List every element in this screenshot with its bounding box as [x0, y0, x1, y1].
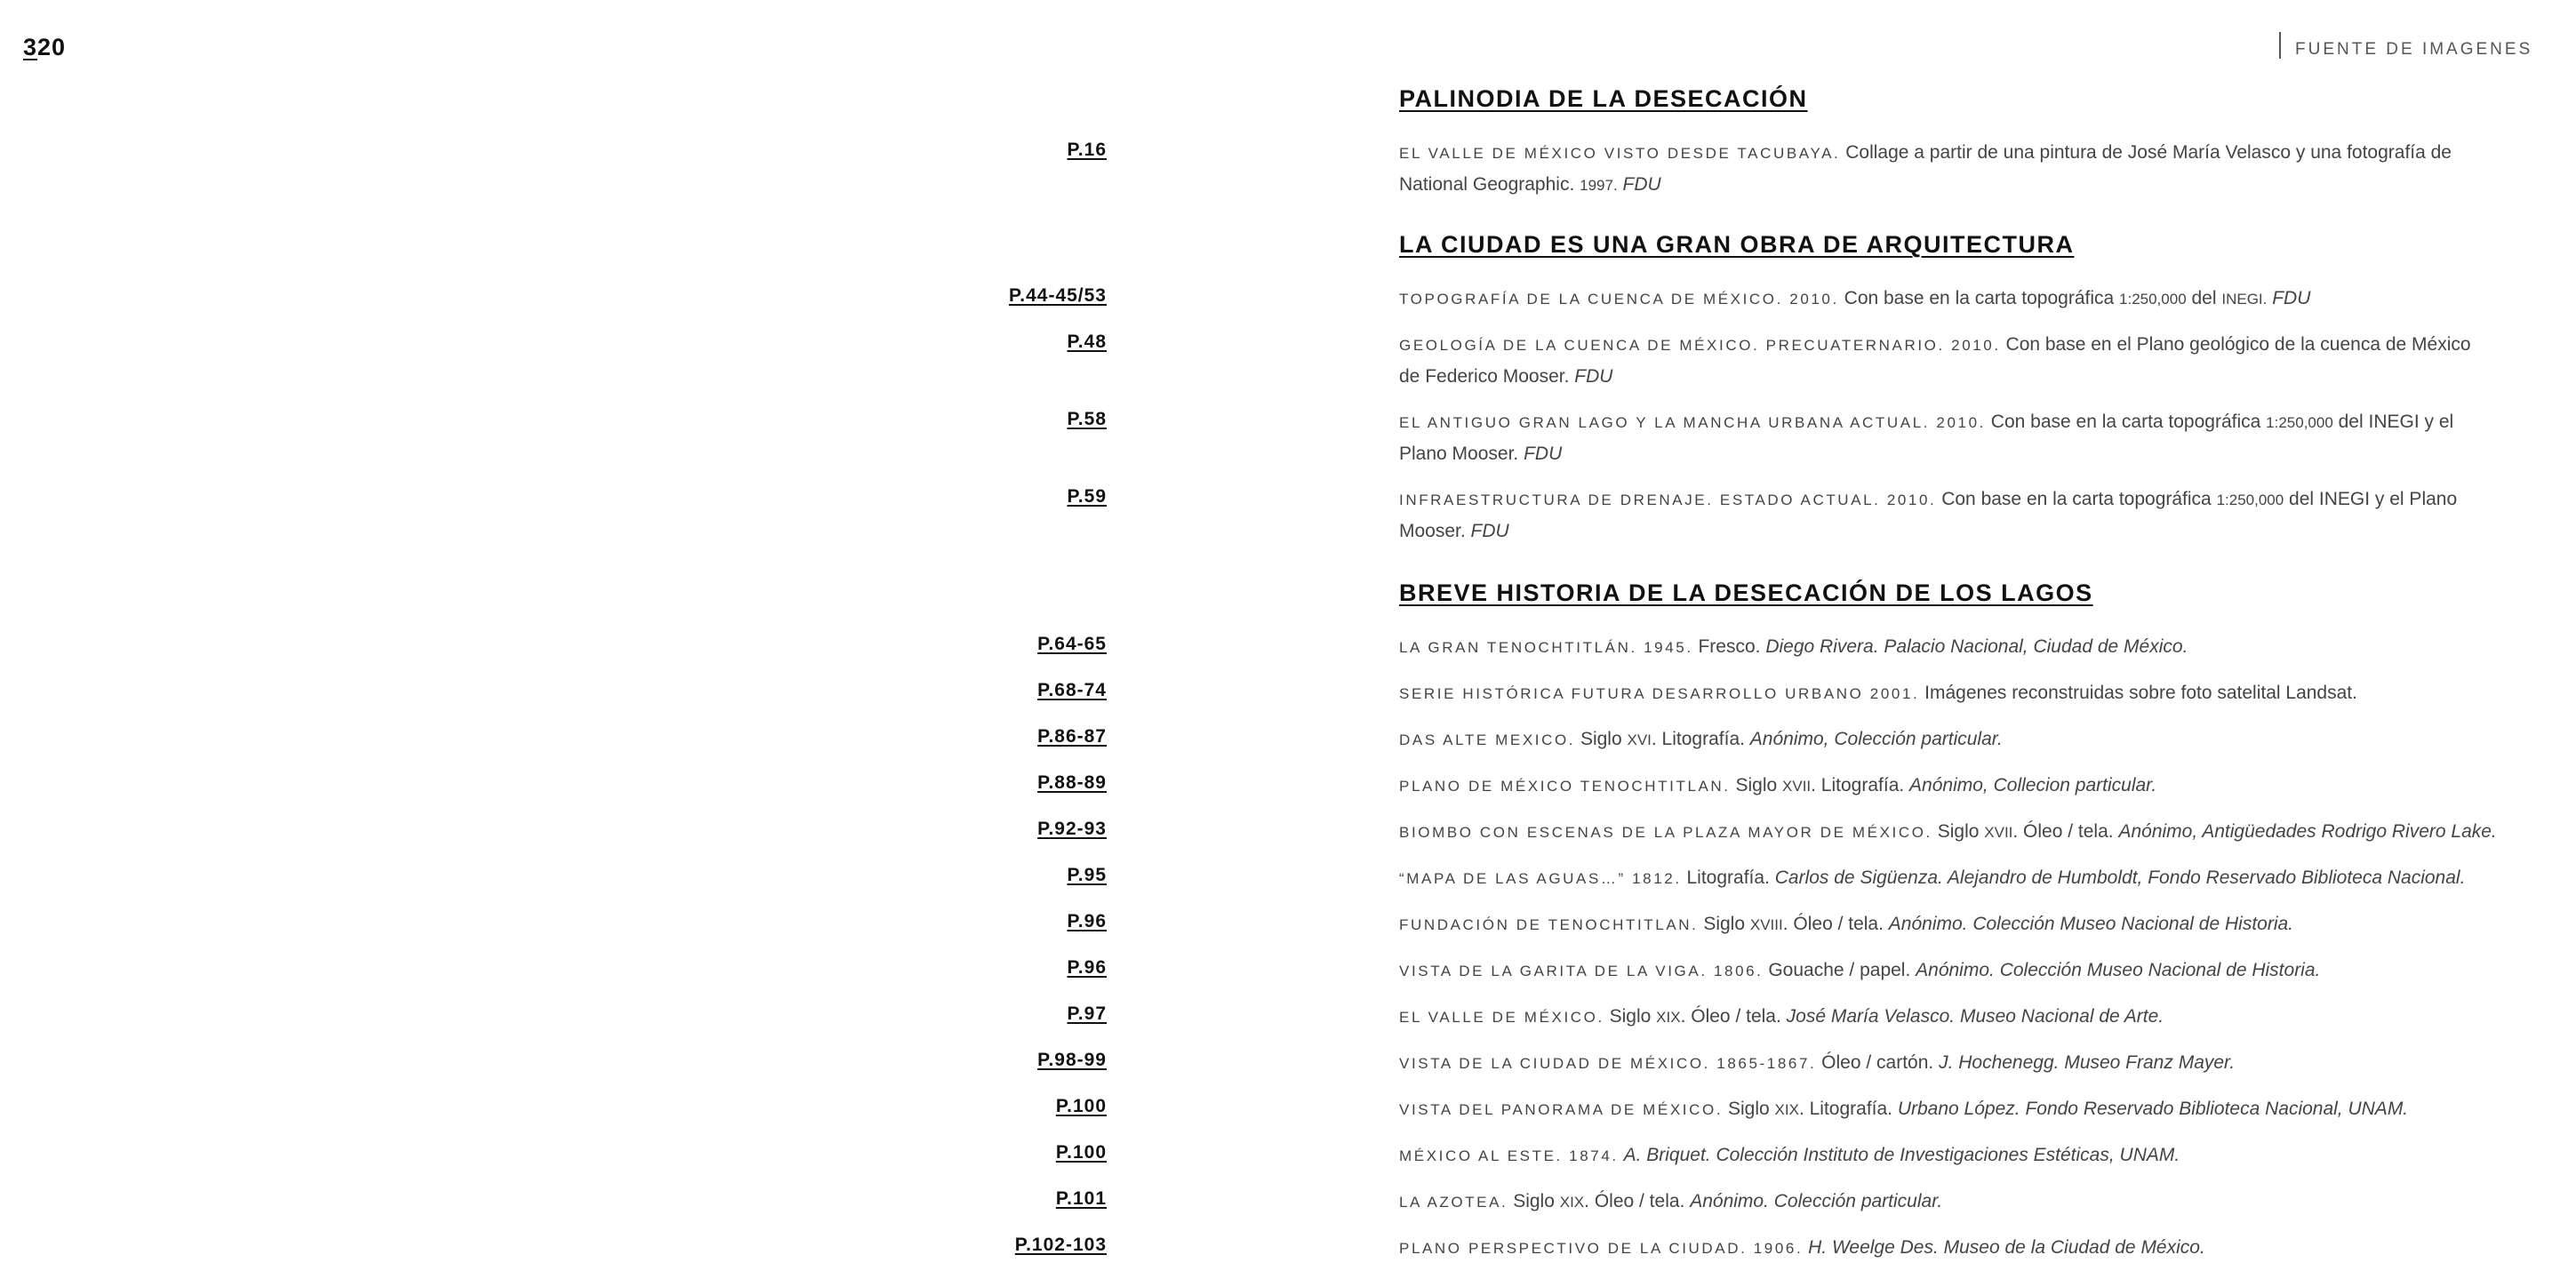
credit-text-normal: Siglo — [1730, 775, 1783, 795]
credit-text-caps: EL ANTIGUO GRAN LAGO Y LA MANCHA URBANA ACTUAL. 2010. — [1399, 414, 1986, 431]
credit-text-normal: Siglo — [1508, 1191, 1560, 1211]
credit-text-small: 1:250,000 — [2266, 414, 2333, 431]
credit-text-normal: Con base en el Plano geológico de la cuenca de México de Federico Mooser. — [1399, 334, 2471, 387]
credit-text-caps: VISTA DE LA CIUDAD DE MÉXICO. 1865-1867. — [1399, 1055, 1817, 1072]
credit-text-caps: DAS ALTE MEXICO. — [1399, 731, 1576, 748]
credit-text-normal: Con base en la carta topográfica — [1936, 489, 2217, 509]
credit-text-normal: . Óleo / tela. — [2012, 821, 2119, 842]
credit-text-italic: Anónimo. Colección Museo Nacional de Historia. — [1916, 960, 2321, 980]
credit-text-caps: FUNDACIÓN DE TENOCHTITLAN. — [1399, 916, 1699, 933]
credit-text-italic: FDU — [1465, 521, 1509, 541]
credit-entry — [1399, 329, 2484, 392]
page-reference: P.96 — [1067, 911, 1107, 931]
credit-entry — [1399, 1047, 2555, 1079]
credit-entry — [1399, 770, 2555, 802]
credit-text-normal: Litografía. — [1681, 867, 1775, 888]
credit-text-small: INEGI. — [2221, 291, 2268, 308]
credit-text-normal: . Litografía. — [1798, 1099, 1898, 1119]
credit-text-italic: Anónimo, Colección particular. — [1749, 729, 2003, 749]
credit-text-italic: FDU — [2267, 288, 2311, 308]
credit-text-normal: Fresco. — [1692, 636, 1766, 657]
credit-text-normal: Collage a partir de una pintura de José María Velasco y una fotografía de National Geographic. — [1399, 142, 2452, 195]
credit-text-italic: FDU — [1569, 366, 1613, 387]
credit-text-caps: MÉXICO AL ESTE. 1874. — [1399, 1147, 1619, 1164]
credit-entry — [1399, 955, 2555, 987]
credit-entry — [1399, 484, 2484, 547]
credit-text-normal: . Litografía. — [1651, 729, 1750, 749]
credit-entry — [1399, 677, 2555, 709]
section-heading: BREVE HISTORIA DE LA DESECACIÓN DE LOS LAGOS — [1399, 580, 2093, 606]
credit-text-normal: del — [2186, 288, 2222, 308]
page-reference: P.95 — [1067, 865, 1107, 885]
credit-text-caps: BIOMBO CON ESCENAS DE LA PLAZA MAYOR DE MÉXICO. — [1399, 824, 1932, 841]
credit-text-caps: INFRAESTRUCTURA DE DRENAJE. ESTADO ACTUAL. 2010. — [1399, 492, 1937, 508]
page-reference: P.88-89 — [1037, 772, 1107, 793]
credit-text-italic: FDU — [1518, 444, 1563, 464]
credit-text-small: XVII — [1782, 778, 1812, 795]
page-reference: P.59 — [1067, 486, 1107, 507]
credit-text-normal: Siglo — [1723, 1099, 1775, 1119]
page-number — [23, 34, 66, 61]
page-reference: P.98-99 — [1037, 1050, 1107, 1070]
credit-text-normal: Con base en la carta topográfica — [1985, 412, 2267, 432]
credit-text-caps: SERIE HISTÓRICA FUTURA DESARROLLO URBANO 2001. — [1399, 685, 1920, 702]
page-reference: P.68-74 — [1037, 680, 1107, 700]
credit-text-caps: EL VALLE DE MÉXICO. — [1399, 1009, 1604, 1026]
page-reference: P.96 — [1067, 957, 1107, 978]
section-heading: PALINODIA DE LA DESECACIÓN — [1399, 85, 1808, 112]
page-reference: P.86-87 — [1037, 726, 1107, 747]
page-reference: P.48 — [1067, 332, 1107, 352]
credit-entry — [1399, 1093, 2555, 1125]
credit-text-italic: H. Weelge Des. Museo de la Ciudad de México. — [1808, 1237, 2205, 1258]
credit-text-italic: FDU — [1617, 174, 1661, 195]
page-reference: P.64-65 — [1037, 634, 1107, 654]
credit-text-italic: Diego Rivera. Palacio Nacional, Ciudad de México. — [1765, 636, 2188, 657]
credit-entry — [1399, 631, 2555, 663]
credit-text-normal: del INEGI y el Plano Mooser. — [1399, 412, 2454, 464]
page-reference: P.97 — [1067, 1003, 1107, 1024]
page-reference: P.16 — [1067, 140, 1107, 160]
credit-text-small: XIX — [1559, 1194, 1585, 1211]
credit-entry — [1399, 1232, 2555, 1264]
credit-text-italic: José María Velasco. Museo Nacional de Arte. — [1786, 1006, 2164, 1027]
page-reference: P.100 — [1055, 1142, 1107, 1163]
page-reference: P.101 — [1055, 1188, 1107, 1209]
credit-entry — [1399, 1139, 2555, 1171]
credit-text-italic: A. Briquet. Colección Instituto de Investigaciones Estéticas, UNAM. — [1623, 1145, 2180, 1165]
credit-text-italic: Carlos de Sigüenza. Alejandro de Humboldt, Fondo Reservado Biblioteca Nacional. — [1774, 867, 2466, 888]
credit-text-small: 1:250,000 — [2216, 492, 2284, 508]
credit-text-normal: . Óleo / tela. — [1782, 914, 1889, 934]
credit-text-italic: Anónimo, Antigüedades Rodrigo Rivero Lake. — [2118, 821, 2497, 842]
credit-text-italic: Anónimo. Colección particular. — [1690, 1191, 1943, 1211]
credit-text-italic: J. Hochenegg. Museo Franz Mayer. — [1939, 1052, 2236, 1073]
page-reference: P.58 — [1067, 409, 1107, 429]
credit-text-italic: Urbano López. Fondo Reservado Biblioteca Nacional, UNAM. — [1897, 1099, 2409, 1119]
credit-text-small: 1:250,000 — [2119, 291, 2187, 308]
credit-text-small: XVII — [1984, 824, 2013, 841]
credit-entry — [1399, 862, 2555, 894]
credit-text-caps: PLANO DE MÉXICO TENOCHTITLAN. — [1399, 778, 1731, 795]
credit-text-caps: GEOLOGÍA DE LA CUENCA DE MÉXICO. PRECUATERNARIO. 2010. — [1399, 337, 2001, 354]
credit-text-caps: EL VALLE DE MÉXICO VISTO DESDE TACUBAYA. — [1399, 145, 1841, 162]
credit-entry — [1399, 723, 2555, 755]
page-reference: P.102-103 — [1014, 1235, 1107, 1255]
credit-entry — [1399, 1001, 2555, 1033]
credit-text-normal: Óleo / cartón. — [1816, 1052, 1940, 1073]
credit-entry — [1399, 816, 2555, 848]
credit-text-normal: Siglo — [1698, 914, 1750, 934]
credit-text-caps: “MAPA DE LAS AGUAS…” 1812. — [1399, 870, 1682, 887]
header-divider — [2279, 32, 2281, 59]
credit-entry — [1399, 283, 2484, 315]
credit-text-caps: VISTA DE LA GARITA DE LA VIGA. 1806. — [1399, 963, 1764, 979]
credit-text-normal: Gouache / papel. — [1763, 960, 1916, 980]
page-reference: P.44-45/53 — [1008, 285, 1107, 306]
credit-text-normal: . Litografía. — [1811, 775, 1910, 795]
credit-text-caps: PLANO PERSPECTIVO DE LA CIUDAD. 1906. — [1399, 1240, 1804, 1257]
credit-text-normal: del INEGI y el Plano Mooser. — [1399, 489, 2458, 541]
credit-text-small: XIX — [1656, 1009, 1681, 1026]
credit-text-italic: Anónimo. Colección Museo Nacional de Historia. — [1888, 914, 2294, 934]
page-reference: P.92-93 — [1037, 819, 1107, 839]
section-label: FUENTE DE IMAGENES — [2295, 40, 2533, 59]
section-heading: LA CIUDAD ES UNA GRAN OBRA DE ARQUITECTURA — [1399, 231, 2075, 258]
credit-entry — [1399, 908, 2555, 940]
credit-text-normal: Siglo — [1932, 821, 1985, 842]
credit-text-small: 1997. — [1580, 177, 1618, 194]
page-number-first-digit: 3 — [23, 34, 38, 60]
page-number-rest: 20 — [37, 34, 67, 60]
credit-text-caps: LA AZOTEA. — [1399, 1194, 1508, 1211]
credit-text-caps: TOPOGRAFÍA DE LA CUENCA DE MÉXICO. 2010. — [1399, 291, 1839, 308]
credit-text-italic: Anónimo, Collecion particular. — [1909, 775, 2157, 795]
credit-entry — [1399, 1186, 2555, 1218]
credit-text-caps: VISTA DEL PANORAMA DE MÉXICO. — [1399, 1101, 1724, 1118]
credit-text-normal: . Óleo / tela. — [1680, 1006, 1787, 1027]
credit-text-normal: Con base en la carta topográfica — [1838, 288, 2120, 308]
credit-text-small: XIX — [1774, 1101, 1799, 1118]
credit-text-normal: Imágenes reconstruidas sobre foto satelital Landsat. — [1919, 683, 2357, 703]
credit-entry — [1399, 406, 2484, 469]
credit-text-normal: Siglo — [1575, 729, 1628, 749]
credit-text-normal: Siglo — [1604, 1006, 1657, 1027]
page-reference: P.100 — [1055, 1096, 1107, 1116]
credit-text-normal: . Óleo / tela. — [1584, 1191, 1691, 1211]
credit-entry — [1399, 137, 2484, 201]
credit-text-caps: LA GRAN TENOCHTITLÁN. 1945. — [1399, 639, 1693, 656]
credit-text-small: XVIII — [1749, 916, 1783, 933]
credit-text-small: XVI — [1627, 731, 1652, 748]
